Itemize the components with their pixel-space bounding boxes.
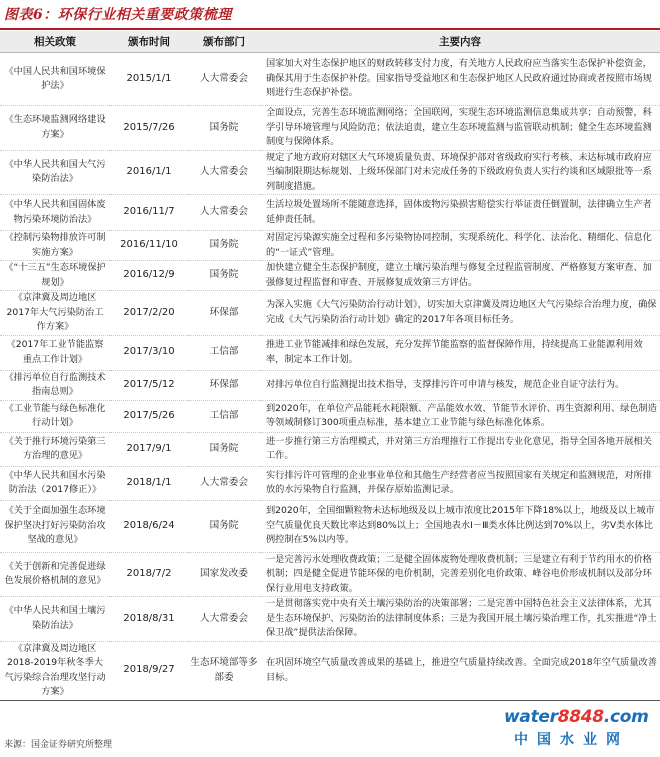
title-divider: [0, 28, 660, 30]
content-cell: 到2020年，全国细颗粒物未达标地级及以上城市浓度比2015年下降18%以上，地级及以上城市空气质量优良天数比率达到80%以上；全国地表水Ⅰ－Ⅲ类水体比例达到70%以上，劣Ⅴ类水体比例控制在5%以内等。: [260, 500, 660, 552]
table-row: [0, 195, 660, 231]
table-row: [0, 597, 660, 642]
date-cell: 2016/12/9: [110, 261, 188, 291]
policy-table: [0, 31, 660, 701]
policy-cell: 《2017年工业节能监察重点工作计划》: [0, 335, 110, 370]
table-row: [0, 641, 660, 700]
content-cell: 到2020年，在单位产品能耗水耗限额、产品能效水效、节能节水评价、再生资源利用、绿色制造等领域制修订300项重点标准，基本建立工业节能与绿色标准化体系。: [260, 400, 660, 432]
dept-cell: 国务院: [188, 231, 260, 261]
content-cell: 推进工业节能减排和绿色发展，充分发挥节能监察的监督保障作用，持续提高工业能源利用效率，制定本工作计划。: [260, 335, 660, 370]
policy-cell: 《工业节能与绿色标准化行动计划》: [0, 400, 110, 432]
content-cell: 加快建立健全生态保护制度，建立土壤污染治理与修复全过程监管制度、严格修复方案审查、加强修复过程监督和审查、开展修复成效第三方评估。: [260, 261, 660, 291]
policy-cell: 《中华人民共和国固体废物污染环境防治法》: [0, 195, 110, 231]
content-cell: 全面设点，完善生态环境监测网络；全国联网，实现生态环境监测信息集成共享；自动预警，科学引导环境管理与风险防范；依法追责，建立生态环境监测与监管联动机制；健全生态环境监测制度与保障体系。: [260, 106, 660, 151]
table-row: [0, 150, 660, 195]
content-cell: 进一步推行第三方治理模式，并对第三方治理推行工作提出专业化意见，指导全国各地开展相关工作。: [260, 432, 660, 466]
table-row: [0, 106, 660, 151]
date-cell: 2018/7/2: [110, 552, 188, 597]
content-cell: 生活垃圾处置场所不能随意选择，固体废物污染损害赔偿实行举证责任倒置制，法律确立生产者延伸责任制。: [260, 195, 660, 231]
watermark-logo: [504, 707, 656, 753]
content-cell: 国家加大对生态保护地区的财政转移支付力度，有关地方人民政府应当落实生态保护补偿资金，确保其用于生态保护补偿。国家指导受益地区和生态保护地区人民政府通过协商或者按照市场规则进行生态保护补偿。: [260, 53, 660, 106]
date-cell: 2017/5/12: [110, 370, 188, 400]
content-cell: 一是贯彻落实党中央有关土壤污染防治的决策部署；二是完善中国特色社会主义法律体系，尤其是生态环境保护、污染防治的法律制度体系；三是为我国开展土壤污染治理工作，扎实推进“净土保卫战”提供法治保障。: [260, 597, 660, 642]
table-row: [0, 500, 660, 552]
policy-cell: 《关于全面加强生态环境保护坚决打好污染防治攻坚战的意见》: [0, 500, 110, 552]
logo-chinese-name: 中国水业网: [514, 732, 629, 748]
dept-cell: 国家发改委: [188, 552, 260, 597]
table-row: [0, 261, 660, 291]
content-cell: 对固定污染源实施全过程和多污染物协同控制，实现系统化、科学化、法治化、精细化、信息化的“一证式”管理。: [260, 231, 660, 261]
content-cell: 对排污单位自行监测提出技术指导，支撑排污许可申请与核发，规范企业自证守法行为。: [260, 370, 660, 400]
dept-cell: 工信部: [188, 400, 260, 432]
table-row: [0, 231, 660, 261]
table-header-row: [0, 31, 660, 53]
col-header-content: 主要内容: [260, 31, 660, 53]
col-header-policy: 相关政策: [0, 31, 110, 53]
table-row: [0, 370, 660, 400]
dept-cell: 国务院: [188, 261, 260, 291]
date-cell: 2016/11/7: [110, 195, 188, 231]
date-cell: 2018/6/24: [110, 500, 188, 552]
col-header-date: 颁布时间: [110, 31, 188, 53]
table-row: [0, 400, 660, 432]
dept-cell: 国务院: [188, 500, 260, 552]
dept-cell: 人大常委会: [188, 150, 260, 195]
table-row: [0, 466, 660, 500]
dept-cell: 人大常委会: [188, 195, 260, 231]
dept-cell: 国务院: [188, 432, 260, 466]
dept-cell: 生态环境部等多部委: [188, 641, 260, 700]
policy-cell: 《中华人民共和国水污染防治法（2017修正）》: [0, 466, 110, 500]
table-row: [0, 291, 660, 336]
date-cell: 2015/7/26: [110, 106, 188, 151]
date-cell: 2018/1/1: [110, 466, 188, 500]
content-cell: 规定了地方政府对辖区大气环境质量负责、环境保护部对省级政府实行考核、未达标城市政府应当编制限期达标规划、上级环保部门对未完成任务的下级政府负责人实行约谈和区域限批等一系列制度措施。: [260, 150, 660, 195]
date-cell: 2017/5/26: [110, 400, 188, 432]
dept-cell: 人大常委会: [188, 597, 260, 642]
table-row: [0, 552, 660, 597]
source-note: 来源：国金证券研究所整理: [4, 740, 113, 750]
content-cell: 一是完善污水处理收费政策；二是健全固体废物处理收费机制；三是建立有利于节约用水的价格机制；四是健全促进节能环保的电价机制，完善差别化电价政策、峰谷电价形成机制以及部分环保行业用电支持政策。: [260, 552, 660, 597]
policy-cell: 《中国人民共和国环境保护法》: [0, 53, 110, 106]
dept-cell: 工信部: [188, 335, 260, 370]
policy-cell: 《“十三五”生态环境保护规划》: [0, 261, 110, 291]
dept-cell: 人大常委会: [188, 466, 260, 500]
date-cell: 2016/1/1: [110, 150, 188, 195]
policy-cell: 《控制污染物排放许可制实施方案》: [0, 231, 110, 261]
content-cell: 在巩固环境空气质量改善成果的基础上，推进空气质量持续改善。全面完成2018年空气质量改善目标。: [260, 641, 660, 700]
policy-cell: 《京津冀及周边地区2017年大气污染防治工作方案》: [0, 291, 110, 336]
policy-cell: 《关于创新和完善促进绿色发展价格机制的意见》: [0, 552, 110, 597]
policy-cell: 《中华人民共和国大气污染防治法》: [0, 150, 110, 195]
date-cell: 2017/9/1: [110, 432, 188, 466]
policy-cell: 《排污单位自行监测技术指南总则》: [0, 370, 110, 400]
date-cell: 2018/8/31: [110, 597, 188, 642]
dept-cell: 环保部: [188, 370, 260, 400]
logo-wordmark: water8848.com: [504, 707, 649, 727]
dept-cell: 环保部: [188, 291, 260, 336]
date-cell: 2018/9/27: [110, 641, 188, 700]
policy-cell: 《关于推行环境污染第三方治理的意见》: [0, 432, 110, 466]
dept-cell: 国务院: [188, 106, 260, 151]
content-cell: 实行排污许可管理的企业事业单位和其他生产经营者应当按照国家有关规定和监测规范，对所排放的水污染物自行监测，并保存原始监测记录。: [260, 466, 660, 500]
policy-cell: 《生态环境监测网络建设方案》: [0, 106, 110, 151]
date-cell: 2017/2/20: [110, 291, 188, 336]
figure-title: 图表6：环保行业相关重要政策梳理: [4, 7, 232, 23]
content-cell: 为深入实施《大气污染防治行动计划》，切实加大京津冀及周边地区大气污染综合治理力度，确保完成《大气污染防治行动计划》确定的2017年各项目标任务。: [260, 291, 660, 336]
dept-cell: 人大常委会: [188, 53, 260, 106]
date-cell: 2015/1/1: [110, 53, 188, 106]
policy-cell: 《中华人民共和国土壤污染防治法》: [0, 597, 110, 642]
date-cell: 2017/3/10: [110, 335, 188, 370]
col-header-dept: 颁布部门: [188, 31, 260, 53]
date-cell: 2016/11/10: [110, 231, 188, 261]
table-row: [0, 53, 660, 106]
policy-cell: 《京津冀及周边地区2018-2019年秋冬季大气污染综合治理攻坚行动方案》: [0, 641, 110, 700]
table-row: [0, 335, 660, 370]
table-row: [0, 432, 660, 466]
